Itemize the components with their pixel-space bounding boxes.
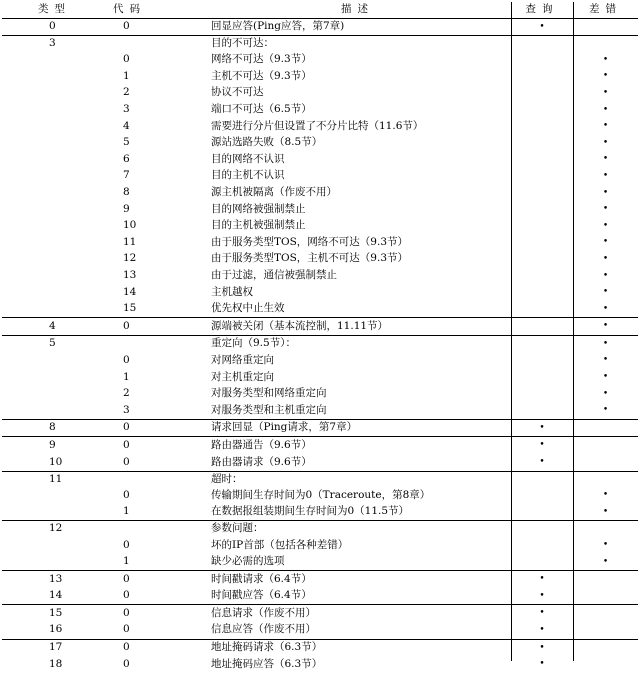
description-cell: 对主机重定向 xyxy=(211,370,274,383)
code-cell: 0 xyxy=(123,623,130,636)
icmp-message-types-table xyxy=(2,2,638,673)
query-cell xyxy=(511,471,573,487)
table-row xyxy=(2,537,638,554)
query-cell xyxy=(511,571,573,588)
table-row xyxy=(2,369,638,386)
error-cell xyxy=(573,284,638,301)
error-mark: • xyxy=(602,54,609,65)
query-cell xyxy=(511,218,573,235)
table-row xyxy=(2,571,638,588)
table-row xyxy=(2,168,638,185)
error-cell xyxy=(573,118,638,135)
description-cell: 目的主机被强制禁止 xyxy=(211,219,306,232)
type-cell xyxy=(2,151,97,168)
code-cell: 8 xyxy=(123,186,130,199)
table-row xyxy=(2,471,638,487)
description-cell: 请求回显（Ping请求，第7章） xyxy=(211,421,358,434)
error-cell xyxy=(573,588,638,605)
table-row xyxy=(2,487,638,504)
table-row xyxy=(2,185,638,202)
error-cell xyxy=(573,386,638,403)
table-row xyxy=(2,437,638,454)
code-cell: 0 xyxy=(123,53,130,66)
table-row xyxy=(2,218,638,235)
type-cell: 17 xyxy=(49,641,63,654)
error-cell xyxy=(573,52,638,69)
error-mark: • xyxy=(602,104,609,115)
error-mark: • xyxy=(602,287,609,298)
query-cell xyxy=(511,201,573,218)
error-mark: • xyxy=(602,87,609,98)
type-cell: 12 xyxy=(49,522,63,535)
error-cell xyxy=(573,639,638,656)
type-cell xyxy=(2,52,97,69)
row-group xyxy=(2,18,638,36)
type-cell xyxy=(2,268,97,285)
table-row xyxy=(2,85,638,102)
error-cell xyxy=(573,201,638,218)
type-cell xyxy=(2,168,97,185)
error-cell xyxy=(573,234,638,251)
query-cell xyxy=(511,504,573,521)
query-cell xyxy=(511,118,573,135)
table-row xyxy=(2,268,638,285)
type-cell: 18 xyxy=(49,657,63,670)
table-row xyxy=(2,18,638,36)
code-cell: 9 xyxy=(123,202,130,215)
description-cell: 由于过滤，通信被强制禁止 xyxy=(211,269,337,281)
type-cell xyxy=(2,504,97,521)
query-cell xyxy=(511,352,573,369)
error-cell xyxy=(573,656,638,673)
table-row xyxy=(2,335,638,352)
error-cell xyxy=(573,454,638,471)
table-row xyxy=(2,588,638,605)
description-cell: 重定向（9.5节）： xyxy=(211,337,296,350)
error-mark: • xyxy=(602,71,609,82)
row-group xyxy=(2,605,638,639)
type-cell xyxy=(2,284,97,301)
error-cell xyxy=(573,218,638,235)
query-cell xyxy=(511,168,573,185)
table-row xyxy=(2,352,638,369)
error-cell xyxy=(573,151,638,168)
query-column-divider xyxy=(511,2,512,661)
code-cell: 0 xyxy=(123,455,130,468)
table-header xyxy=(2,2,638,18)
table-row xyxy=(2,656,638,673)
code-cell: 0 xyxy=(123,538,130,551)
type-cell: 15 xyxy=(49,606,63,619)
code-cell: 0 xyxy=(123,589,130,602)
type-cell xyxy=(2,487,97,504)
code-cell: 10 xyxy=(123,219,137,232)
error-cell xyxy=(573,437,638,454)
type-cell xyxy=(2,251,97,268)
row-group xyxy=(2,437,638,471)
query-cell xyxy=(511,437,573,454)
description-cell: 对网络重定向 xyxy=(211,353,274,366)
description-cell: 地址掩码应答（6.3节） xyxy=(211,657,323,670)
query-cell xyxy=(511,52,573,69)
error-mark: • xyxy=(602,137,609,148)
query-cell xyxy=(511,335,573,352)
error-cell xyxy=(573,605,638,622)
description-cell: 优先权中止生效 xyxy=(211,302,285,315)
description-cell: 由于服务类型TOS，主机不可达（9.3节） xyxy=(211,252,409,265)
error-mark: • xyxy=(602,253,609,264)
error-mark: • xyxy=(602,237,609,248)
description-cell: 目的网络被强制禁止 xyxy=(211,202,306,215)
error-mark: • xyxy=(602,556,609,567)
code-cell: 1 xyxy=(123,555,130,568)
query-mark: • xyxy=(539,422,545,433)
query-cell xyxy=(511,318,573,336)
type-cell xyxy=(2,386,97,403)
query-mark: • xyxy=(539,457,545,468)
query-cell xyxy=(511,656,573,673)
table-row xyxy=(2,386,638,403)
type-cell: 13 xyxy=(49,572,63,585)
code-cell: 2 xyxy=(123,387,130,400)
type-cell: 3 xyxy=(49,37,56,50)
table-row xyxy=(2,52,638,69)
table-row xyxy=(2,318,638,336)
error-cell xyxy=(573,369,638,386)
table-row xyxy=(2,622,638,639)
error-cell xyxy=(573,318,638,336)
query-cell xyxy=(511,151,573,168)
type-cell xyxy=(2,352,97,369)
description-cell: 目的不可达： xyxy=(211,37,274,50)
error-cell xyxy=(573,36,638,52)
row-group xyxy=(2,571,638,605)
error-mark: • xyxy=(602,204,609,215)
type-cell xyxy=(2,68,97,85)
query-cell xyxy=(511,369,573,386)
error-cell xyxy=(573,268,638,285)
query-cell xyxy=(511,402,573,419)
query-mark: • xyxy=(539,21,545,32)
description-cell: 端口不可达（6.5节） xyxy=(211,103,312,116)
table-row xyxy=(2,68,638,85)
query-cell xyxy=(511,18,573,36)
error-mark: • xyxy=(602,506,609,517)
error-cell xyxy=(573,537,638,554)
query-cell xyxy=(511,234,573,251)
header-error: 差错 xyxy=(573,2,638,18)
type-cell xyxy=(2,118,97,135)
code-cell: 14 xyxy=(123,285,137,298)
error-cell xyxy=(573,301,638,318)
code-cell xyxy=(97,36,204,52)
description-cell: 传输期间生存时间为0（Traceroute，第8章） xyxy=(211,488,431,501)
type-cell: 10 xyxy=(49,455,63,468)
type-cell xyxy=(2,537,97,554)
description-cell: 信息应答（作废不用） xyxy=(211,623,316,636)
description-cell: 路由器请求（9.6节） xyxy=(211,455,312,468)
query-cell xyxy=(511,268,573,285)
code-cell xyxy=(97,521,204,537)
error-mark: • xyxy=(602,220,609,231)
error-cell xyxy=(573,335,638,352)
error-cell xyxy=(573,521,638,537)
description-cell: 协议不可达 xyxy=(211,86,264,99)
description-cell: 坏的IP首部（包括各种差错） xyxy=(211,538,349,551)
error-cell xyxy=(573,487,638,504)
description-cell: 主机越权 xyxy=(211,285,253,298)
table-row xyxy=(2,234,638,251)
query-mark: • xyxy=(539,440,545,451)
row-group xyxy=(2,335,638,419)
description-cell: 目的主机不认识 xyxy=(211,169,285,182)
type-cell: 14 xyxy=(49,589,63,602)
error-cell xyxy=(573,135,638,152)
query-cell xyxy=(511,537,573,554)
code-cell: 0 xyxy=(123,421,130,434)
table-row xyxy=(2,284,638,301)
type-cell: 11 xyxy=(49,472,63,485)
table-row xyxy=(2,251,638,268)
description-cell: 网络不可达（9.3节） xyxy=(211,53,312,66)
query-cell xyxy=(511,68,573,85)
row-group xyxy=(2,521,638,571)
description-cell: 回显应答(Ping应答，第7章) xyxy=(211,20,345,33)
description-cell: 地址掩码请求（6.3节） xyxy=(211,641,323,654)
error-cell xyxy=(573,18,638,36)
query-cell xyxy=(511,301,573,318)
error-cell xyxy=(573,251,638,268)
description-cell: 时间戳应答（6.4节） xyxy=(211,589,312,602)
query-cell xyxy=(511,588,573,605)
code-cell xyxy=(97,335,204,352)
type-cell: 9 xyxy=(49,438,56,451)
code-cell: 0 xyxy=(123,657,130,670)
code-cell: 7 xyxy=(123,169,130,182)
table-row xyxy=(2,151,638,168)
type-cell xyxy=(2,102,97,119)
code-cell: 1 xyxy=(123,370,130,383)
error-mark: • xyxy=(602,372,609,383)
error-mark: • xyxy=(602,121,609,132)
error-cell xyxy=(573,102,638,119)
error-mark: • xyxy=(602,540,609,550)
code-cell: 6 xyxy=(123,152,130,165)
row-group xyxy=(2,419,638,437)
description-cell: 由于服务类型TOS，网络不可达（9.3节） xyxy=(211,235,409,248)
code-cell: 0 xyxy=(123,20,130,33)
query-mark: • xyxy=(539,574,545,585)
query-cell xyxy=(511,639,573,656)
query-mark: • xyxy=(539,590,545,601)
table-row xyxy=(2,639,638,656)
table-row xyxy=(2,605,638,622)
code-cell: 4 xyxy=(123,119,130,132)
query-cell xyxy=(511,386,573,403)
row-group xyxy=(2,318,638,336)
query-cell xyxy=(511,605,573,622)
row-group xyxy=(2,36,638,318)
error-mark: • xyxy=(602,321,609,332)
error-cell xyxy=(573,571,638,588)
type-cell: 8 xyxy=(49,421,56,434)
error-mark: • xyxy=(602,187,609,198)
code-cell xyxy=(97,471,204,487)
code-cell: 1 xyxy=(123,505,130,518)
type-cell xyxy=(2,201,97,218)
query-cell xyxy=(511,487,573,504)
query-mark: • xyxy=(539,608,545,619)
header-query: 查询 xyxy=(511,2,573,18)
type-cell xyxy=(2,234,97,251)
query-cell xyxy=(511,251,573,268)
query-cell xyxy=(511,185,573,202)
table-row xyxy=(2,102,638,119)
table-row xyxy=(2,419,638,437)
error-mark: • xyxy=(602,490,609,501)
error-mark: • xyxy=(602,303,609,314)
table-row xyxy=(2,201,638,218)
description-cell: 源站选路失败（8.5节） xyxy=(211,136,323,149)
error-mark: • xyxy=(602,154,609,165)
query-mark: • xyxy=(539,624,545,635)
error-mark: • xyxy=(602,270,609,281)
error-mark: • xyxy=(602,338,609,349)
description-cell: 超时： xyxy=(211,472,243,485)
row-group xyxy=(2,471,638,521)
header-row xyxy=(2,2,638,18)
query-cell xyxy=(511,419,573,437)
table-row xyxy=(2,301,638,318)
code-cell: 0 xyxy=(123,353,130,366)
query-cell xyxy=(511,554,573,571)
description-cell: 信息请求（作废不用） xyxy=(211,606,316,619)
description-cell: 目的网络不认识 xyxy=(211,152,285,165)
query-cell xyxy=(511,102,573,119)
code-cell: 0 xyxy=(123,641,130,654)
code-cell: 0 xyxy=(123,438,130,451)
type-cell xyxy=(2,301,97,318)
query-cell xyxy=(511,521,573,537)
code-cell: 3 xyxy=(123,403,130,416)
error-cell xyxy=(573,168,638,185)
description-cell: 参数问题： xyxy=(211,522,264,535)
error-column-divider xyxy=(573,2,574,661)
type-cell: 5 xyxy=(49,337,56,350)
type-cell: 16 xyxy=(49,623,63,636)
type-cell xyxy=(2,185,97,202)
query-mark: • xyxy=(539,659,545,670)
type-cell xyxy=(2,218,97,235)
error-cell xyxy=(573,85,638,102)
type-cell xyxy=(2,369,97,386)
code-cell: 0 xyxy=(123,319,130,332)
header-description: 描述 xyxy=(204,2,511,18)
type-cell xyxy=(2,554,97,571)
description-cell: 在数据报组装期间生存时间为0（11.5节） xyxy=(211,505,410,518)
description-cell: 需要进行分片但设置了不分片比特（11.6节） xyxy=(211,119,424,132)
query-cell xyxy=(511,284,573,301)
error-mark: • xyxy=(602,170,609,181)
table-row xyxy=(2,554,638,571)
code-cell: 12 xyxy=(123,252,137,265)
error-cell xyxy=(573,471,638,487)
table-row xyxy=(2,402,638,419)
error-cell xyxy=(573,402,638,419)
code-cell: 2 xyxy=(123,86,130,99)
code-cell: 0 xyxy=(123,572,130,585)
code-cell: 5 xyxy=(123,136,130,149)
table-row xyxy=(2,504,638,521)
query-cell xyxy=(511,622,573,639)
error-mark: • xyxy=(602,388,609,399)
error-cell xyxy=(573,352,638,369)
code-cell: 0 xyxy=(123,488,130,501)
table-row xyxy=(2,454,638,471)
row-group xyxy=(2,639,638,673)
query-cell xyxy=(511,454,573,471)
description-cell: 对服务类型和网络重定向 xyxy=(211,387,327,400)
description-cell: 源主机被隔离（作废不用） xyxy=(211,186,337,199)
type-cell: 4 xyxy=(49,319,56,332)
code-cell: 1 xyxy=(123,69,130,82)
table-row xyxy=(2,135,638,152)
error-mark: • xyxy=(602,405,609,416)
query-cell xyxy=(511,36,573,52)
description-cell: 源端被关闭（基本流控制，11.11节） xyxy=(211,319,389,332)
code-cell: 0 xyxy=(123,606,130,619)
error-cell xyxy=(573,554,638,571)
header-type: 类型 xyxy=(2,2,97,18)
description-cell: 缺少必需的选项 xyxy=(211,555,285,568)
header-code: 代码 xyxy=(97,2,204,18)
code-cell: 15 xyxy=(123,302,137,315)
error-cell xyxy=(573,504,638,521)
type-cell: 0 xyxy=(49,20,56,33)
type-cell xyxy=(2,135,97,152)
error-cell xyxy=(573,185,638,202)
query-cell xyxy=(511,135,573,152)
description-cell: 路由器通告（9.6节） xyxy=(211,438,312,451)
error-cell xyxy=(573,622,638,639)
table-row xyxy=(2,118,638,135)
error-cell xyxy=(573,419,638,437)
description-cell: 对服务类型和主机重定向 xyxy=(211,403,327,416)
type-cell xyxy=(2,402,97,419)
code-cell: 13 xyxy=(123,269,137,281)
table-row xyxy=(2,521,638,537)
query-mark: • xyxy=(539,642,545,653)
description-cell: 主机不可达（9.3节） xyxy=(211,69,312,82)
code-cell: 3 xyxy=(123,103,130,116)
code-cell: 11 xyxy=(123,235,137,248)
error-mark: • xyxy=(602,355,609,366)
description-cell: 时间戳请求（6.4节） xyxy=(211,572,312,585)
query-cell xyxy=(511,85,573,102)
type-cell xyxy=(2,85,97,102)
error-cell xyxy=(573,68,638,85)
table-row xyxy=(2,36,638,52)
